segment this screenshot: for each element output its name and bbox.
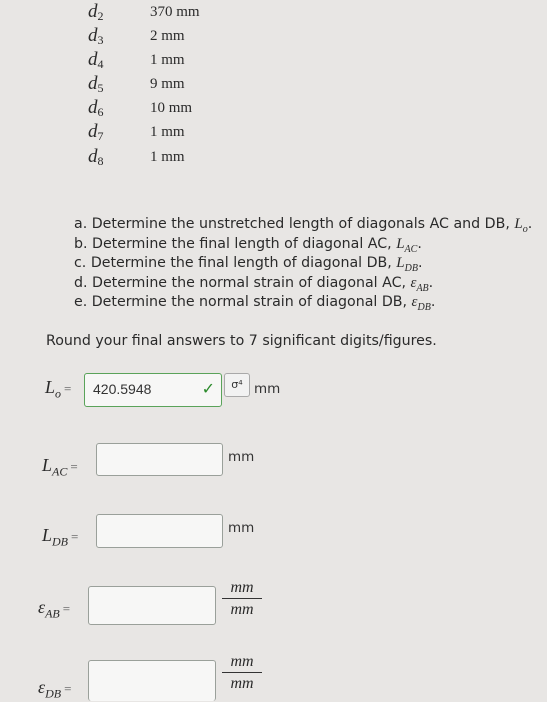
check-icon: ✓ bbox=[201, 379, 215, 398]
answer-input-lo[interactable] bbox=[84, 373, 222, 407]
question-list bbox=[74, 215, 544, 313]
question-a: a. Determine the unstretched length of diagonals AC and DB, $L_o$. bbox=[74, 216, 533, 235]
unit-label: mm bbox=[254, 381, 281, 397]
param-value: 1 mm bbox=[150, 124, 185, 140]
answer-label-eab: $\varepsilon_{AB}$ = bbox=[38, 597, 71, 621]
param-symbol: $d_7$ bbox=[88, 121, 104, 143]
param-row-d5 bbox=[0, 72, 547, 96]
sig-figs-button[interactable]: σ⁴ bbox=[224, 373, 250, 397]
answer-input-edb[interactable] bbox=[88, 660, 216, 701]
param-symbol: $d_4$ bbox=[88, 49, 104, 71]
unit-label: mm bbox=[228, 520, 255, 536]
question-symbol: $\varepsilon_{AB}$ bbox=[410, 274, 429, 294]
question-c: c. Determine the final length of diagonal DB, $L_{DB}$. bbox=[74, 255, 423, 275]
answer-input-lac[interactable] bbox=[96, 443, 223, 476]
answer-label-ldb: $L_{DB}$ = bbox=[42, 525, 79, 549]
param-row-d3 bbox=[0, 24, 547, 48]
question-b: b. Determine the final length of diagonal AC, $L_{AC}$. bbox=[74, 235, 422, 255]
unit-numerator: mm bbox=[222, 652, 262, 673]
param-symbol: $d_2$ bbox=[88, 1, 104, 23]
param-symbol: $d_8$ bbox=[88, 146, 104, 168]
param-symbol: $d_6$ bbox=[88, 97, 104, 119]
question-symbol: $L_{AC}$ bbox=[396, 235, 418, 255]
param-row-d6 bbox=[0, 96, 547, 120]
param-symbol: $d_5$ bbox=[88, 73, 104, 95]
param-row-d7 bbox=[0, 120, 547, 144]
param-symbol: $d_3$ bbox=[88, 25, 104, 47]
question-symbol: $\varepsilon_{DB}$ bbox=[411, 294, 431, 314]
rounding-instruction: Round your final answers to 7 significant digits/figures. bbox=[46, 333, 437, 349]
unit-denominator: mm bbox=[230, 601, 254, 618]
unit-fraction bbox=[222, 578, 262, 621]
param-value: 9 mm bbox=[150, 76, 185, 92]
param-value: 1 mm bbox=[150, 149, 185, 165]
question-symbol: $L_o$ bbox=[514, 216, 528, 235]
param-value: 10 mm bbox=[150, 100, 193, 116]
answer-value: 420.5948 bbox=[93, 381, 152, 397]
answer-label-lac: $L_{AC}$ = bbox=[42, 455, 78, 479]
param-row-d8 bbox=[0, 145, 547, 169]
param-row-d2 bbox=[0, 0, 547, 24]
answer-label-edb: $\varepsilon_{DB}$ = bbox=[38, 677, 72, 701]
param-value: 370 mm bbox=[150, 4, 200, 20]
unit-denominator: mm bbox=[230, 675, 254, 692]
question-symbol: $L_{DB}$ bbox=[396, 255, 418, 275]
unit-label: mm bbox=[228, 449, 255, 465]
unit-numerator: mm bbox=[222, 578, 262, 599]
answer-input-eab[interactable] bbox=[88, 586, 216, 625]
param-row-d4 bbox=[0, 48, 547, 72]
param-value: 2 mm bbox=[150, 28, 185, 44]
param-value: 1 mm bbox=[150, 52, 185, 68]
answer-input-ldb[interactable] bbox=[96, 514, 223, 548]
answer-label-lo: $L_o$ = bbox=[45, 377, 72, 401]
question-e: e. Determine the normal strain of diagonal DB, $\varepsilon_{DB}$. bbox=[74, 294, 436, 314]
unit-fraction bbox=[222, 652, 262, 695]
question-d: d. Determine the normal strain of diagonal AC, $\varepsilon_{AB}$. bbox=[74, 274, 434, 294]
